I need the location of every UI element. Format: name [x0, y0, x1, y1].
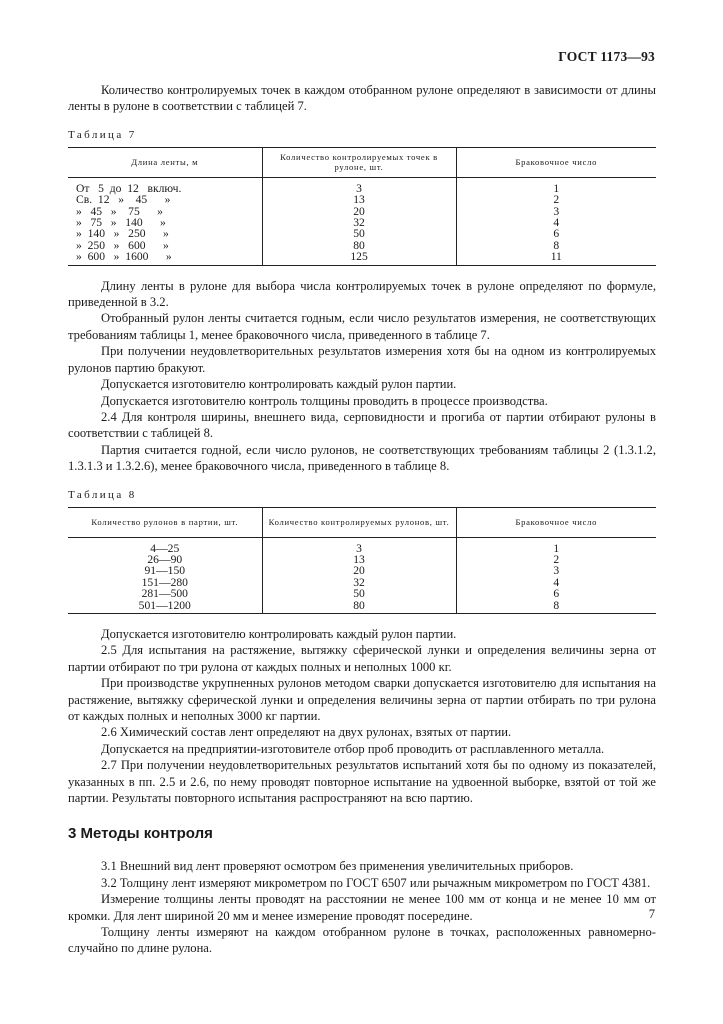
table-cell: 50 — [262, 588, 456, 599]
table-cell: От 5 до 12 включ. — [76, 181, 182, 195]
paragraph: Допускается изготовителю контролировать каждый рулон партии. — [101, 626, 457, 641]
table-cell: 20 — [262, 565, 456, 576]
table-header-cell: Количество рулонов в партии, шт. — [68, 507, 262, 537]
table-cell: » 75 » 140 » — [76, 216, 166, 230]
paragraph: 2.5 Для испытания на растяжение, вытяжку сферической лунки и определения величины зерна от партии отбирают по три рулона от каждых полных и неполных 1000 кг. — [68, 643, 656, 674]
table-cell: 6 — [456, 228, 656, 239]
paragraph: Количество контролируемых точек в каждом отобранном рулоне определяют в зависимости от длины ленты в рулоне в соответствии с таблицей 7. — [68, 83, 656, 114]
page-content — [68, 82, 656, 957]
paragraph: Допускается изготовителю контроль толщины проводить в процессе производства. — [101, 393, 548, 408]
paragraph: 2.4 Для контроля ширины, внешнего вида, серповидности и прогиба от партии отбирают рулоны в соответствии с таблицей 8. — [68, 409, 656, 441]
table-cell: 4—25 — [150, 541, 180, 555]
table-cell: 13 — [262, 554, 456, 565]
table-cell: 1 — [456, 177, 656, 194]
table-cell: 3 — [262, 537, 456, 554]
table-caption: Таблица 7 — [68, 128, 137, 141]
table-cell: 2 — [456, 554, 656, 565]
table-cell: Св. 12 » 45 » — [76, 193, 171, 207]
table-cell: » 140 » 250 » — [76, 227, 169, 241]
table-cell: 8 — [456, 600, 656, 614]
table-cell: 501—1200 — [138, 598, 191, 612]
table-cell: 1 — [456, 537, 656, 554]
table-cell: 91—150 — [144, 564, 186, 578]
paragraph: Партия считается годной, если число рулонов, не соответствующих требованиям таблицы 2 (1.3.1.2, 1.3.1.3 и 1.3.2.6), менее браковочного числа, приведенного в таблице 8. — [68, 442, 656, 474]
table-cell: 8 — [456, 240, 656, 251]
table-cell: 281—500 — [141, 587, 188, 601]
table-cell: » 600 » 1600 » — [76, 250, 172, 264]
table-cell: 3 — [456, 206, 656, 217]
table-cell: 80 — [262, 600, 456, 614]
paragraph: Толщину ленты измеряют на каждом отобранном рулоне в точках, расположенных равномерно-случайно по длине рулона. — [68, 925, 656, 956]
table-cell: 20 — [262, 206, 456, 217]
paragraph: 3.2 Толщину лент измеряют микрометром по ГОСТ 6507 или рычажным микрометром по ГОСТ 4381. — [101, 875, 651, 890]
table-header-cell: Браковочное число — [456, 147, 656, 177]
table-row — [68, 251, 656, 265]
paragraph: Длину ленты в рулоне для выбора числа контролируемых точек в рулоне определяют по формуле, приведенной в 3.2. — [68, 278, 656, 310]
paragraph: При получении неудовлетворительных результатов измерения хотя бы на одном из контролируемых рулонов партию бракуют. — [68, 344, 656, 375]
table-header-cell: Длина ленты, м — [68, 147, 262, 177]
table-row — [68, 194, 656, 205]
section-heading: 3 Методы контроля — [68, 825, 213, 843]
table-cell: » 250 » 600 » — [76, 238, 169, 252]
paragraph: При производстве укрупненных рулонов методом сварки допускается изготовителю для испытания на растяжение, вытяжку сферической лунки и определения величины зерна от партии отбирать по три рулона от каждых полных и неполных 3000 кг партии. — [68, 676, 656, 723]
table-cell: 50 — [262, 228, 456, 239]
page-number: 7 — [648, 907, 655, 921]
paragraph: Отобранный рулон ленты считается годным, если число результатов измерения, не соответствующих требованиям таблицы 1, менее браковочного числа, приведенного в таблице 7. — [68, 311, 656, 342]
paragraph: Допускается на предприятии-изготовителе отбор проб проводить от расплавленного металла. — [101, 741, 605, 756]
table-cell: 26—90 — [147, 552, 183, 566]
table-cell: 151—280 — [141, 575, 188, 589]
table-cell: 13 — [262, 194, 456, 205]
table-cell: 3 — [456, 565, 656, 576]
table-7 — [68, 147, 656, 266]
document-code: ГОСТ 1173—93 — [558, 49, 655, 64]
paragraph: Измерение толщины ленты проводят на расстоянии не менее 100 мм от конца и не менее 10 мм от кромки. Для лент шириной 20 мм и менее измерение проводят посередине. — [68, 892, 656, 923]
table-cell: 4 — [456, 217, 656, 228]
table-header-cell: Браковочное число — [456, 507, 656, 537]
paragraph: Допускается изготовителю контролировать каждый рулон партии. — [101, 377, 457, 392]
table-cell: 4 — [456, 577, 656, 588]
table-cell: 32 — [262, 217, 456, 228]
paragraph: 2.7 При получении неудовлетворительных результатов испытаний хотя бы по одному из показателей, указанных в пп. 2.5 и 2.6, по нему проводят повторное испытание на удвоенной выборке, взятой от той же партии. Результаты повторного испытания распространяют на всю партию. — [68, 758, 656, 806]
table-row — [68, 588, 656, 599]
table-header-cell: Количество контролируемых рулонов, шт. — [262, 507, 456, 537]
table-cell: 80 — [262, 240, 456, 251]
table-row — [68, 177, 656, 194]
table-header-cell: Количество контролируемых точек в рулоне, шт. — [262, 147, 456, 177]
table-cell: 125 — [262, 251, 456, 265]
table-cell: 3 — [262, 177, 456, 194]
table-8 — [68, 507, 656, 614]
table-cell: 32 — [262, 577, 456, 588]
table-row — [68, 537, 656, 554]
table-row — [68, 600, 656, 614]
paragraph: 2.6 Химический состав лент определяют на двух рулонах, взятых от партии. — [101, 725, 512, 740]
paragraph: 3.1 Внешний вид лент проверяют осмотром без применения увеличительных приборов. — [101, 859, 574, 874]
table-cell: 11 — [456, 251, 656, 265]
table-cell: 2 — [456, 194, 656, 205]
table-cell: » 45 » 75 » — [76, 204, 163, 218]
table-cell: 6 — [456, 588, 656, 599]
table-caption: Таблица 8 — [68, 488, 137, 501]
